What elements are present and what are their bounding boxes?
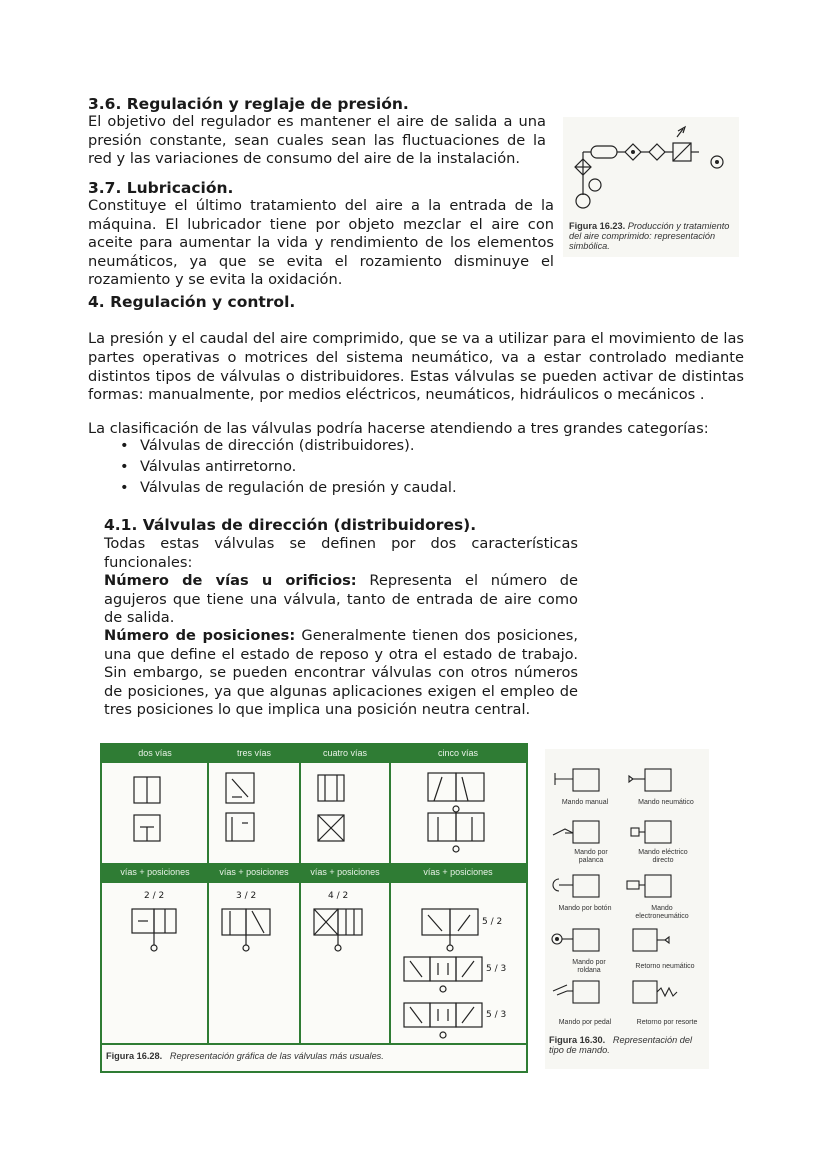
list-item: • Válvulas de dirección (distribuidores). [118, 435, 457, 456]
valve-categories-list [118, 435, 457, 498]
section-4-para2: La clasificación de las válvulas podría hacerse atendiendo a tres grandes categorías: [88, 420, 709, 437]
section-4-1-heading: 4.1. Válvulas de dirección (distribuidores). [104, 516, 477, 534]
section-4-para1: La presión y el caudal del aire comprimido, que se va a utilizar para el movimiento de las partes operativas o motrices del sistema neumático, va a estar controlado mediante distintos tipos de válvulas o distribuidores. Estas válvulas se pueden activar de distintas formas: manualmente, por medios eléctricos, neumáticos, hidráulicos o mecánicos . [88, 330, 744, 404]
ratio-5-2: 5 / 2 [482, 917, 503, 927]
header-five-ways: cinco vías [390, 748, 526, 758]
header-ways-positions: vías + posiciones [300, 867, 390, 877]
section-4-1-positions: Número de posiciones: Generalmente tienen dos posiciones, una que define el estado de reposo y otra el estado de trabajo. Sin embargo, se pueden encontrar válvulas con otros números de posiciones, ya que algunas aplicaciones exigen el empleo de tres posiciones lo que implica una posición neutra central. [104, 627, 578, 719]
section-3-6-heading: 3.6. Regulación y reglaje de presión. [88, 95, 409, 113]
header-ways-positions: vías + posiciones [208, 867, 300, 877]
ratio-3-2: 3 / 2 [236, 891, 257, 901]
control-label: Mando manual [561, 799, 609, 806]
control-label: Retorno neumático [635, 963, 695, 970]
header-four-ways: cuatro vías [300, 748, 390, 758]
air-treatment-symbol-diagram [563, 117, 739, 217]
section-4-1-vias: Número de vías u orificios: Representa el número de agujeros que tiene una válvula, tanto de entrada de aire como de salida. [104, 572, 578, 627]
section-4-1-intro: Todas estas válvulas se definen por dos características funcionales: [104, 535, 578, 571]
header-three-ways: tres vías [208, 748, 300, 758]
ratio-2-2: 2 / 2 [144, 891, 165, 901]
vias-term: Número de vías u orificios: [104, 572, 357, 589]
control-label: Retorno por resorte [636, 1019, 698, 1026]
section-3-7-heading: 3.7. Lubricación. [88, 179, 234, 197]
figure-16-23 [563, 117, 739, 257]
control-label: Mando eléctrico directo [638, 849, 688, 864]
header-two-ways: dos vías [102, 748, 208, 758]
ratio-4-2: 4 / 2 [328, 891, 349, 901]
header-ways-positions: vías + posiciones [102, 867, 208, 877]
ratio-5-3: 5 / 3 [486, 964, 507, 974]
section-3-6-body: El objetivo del regulador es mantener el aire de salida a una presión constante, sean cuales sean las fluctuaciones de la red y las variaciones de consumo del aire de la instalación. [88, 113, 546, 168]
list-item: • Válvulas de regulación de presión y caudal. [118, 477, 457, 498]
ratio-5-3: 5 / 3 [486, 1010, 507, 1020]
control-label: Mando electroneumático [635, 905, 689, 920]
control-label: Mando por roldana [572, 959, 606, 974]
control-label: Mando neumático [638, 799, 694, 806]
control-label: Mando por pedal [558, 1019, 612, 1026]
control-label: Mando por palanca [574, 849, 608, 864]
figure-16-30-caption: Figura 16.30. Representación del tipo de mando. [549, 1035, 693, 1055]
figure-16-28-caption: Figura 16.28. Representación gráfica de las válvulas más usuales. [106, 1051, 384, 1061]
valve-symbols [102, 745, 526, 1045]
figure-16-30 [545, 749, 709, 1069]
positions-term: Número de posiciones: [104, 627, 296, 644]
list-item: • Válvulas antirretorno. [118, 456, 457, 477]
control-label: Mando por botón [558, 905, 612, 912]
header-ways-positions: vías + posiciones [390, 867, 526, 877]
section-3-7-body: Constituye el último tratamiento del aire a la entrada de la máquina. El lubricador tiene por objeto mezclar el aire con aceite para aumentar la vida y rendimiento de los elementos neumáticos, ya que se evita el rozamiento disminuye el rozamiento y se evita la oxidación. [88, 197, 554, 289]
figure-16-23-caption: Figura 16.23. Producción y tratamiento del aire comprimido: representación simbólica. [569, 221, 730, 251]
figure-16-28 [100, 743, 528, 1073]
section-4-heading: 4. Regulación y control. [88, 293, 296, 311]
control-type-symbols [545, 749, 709, 1029]
